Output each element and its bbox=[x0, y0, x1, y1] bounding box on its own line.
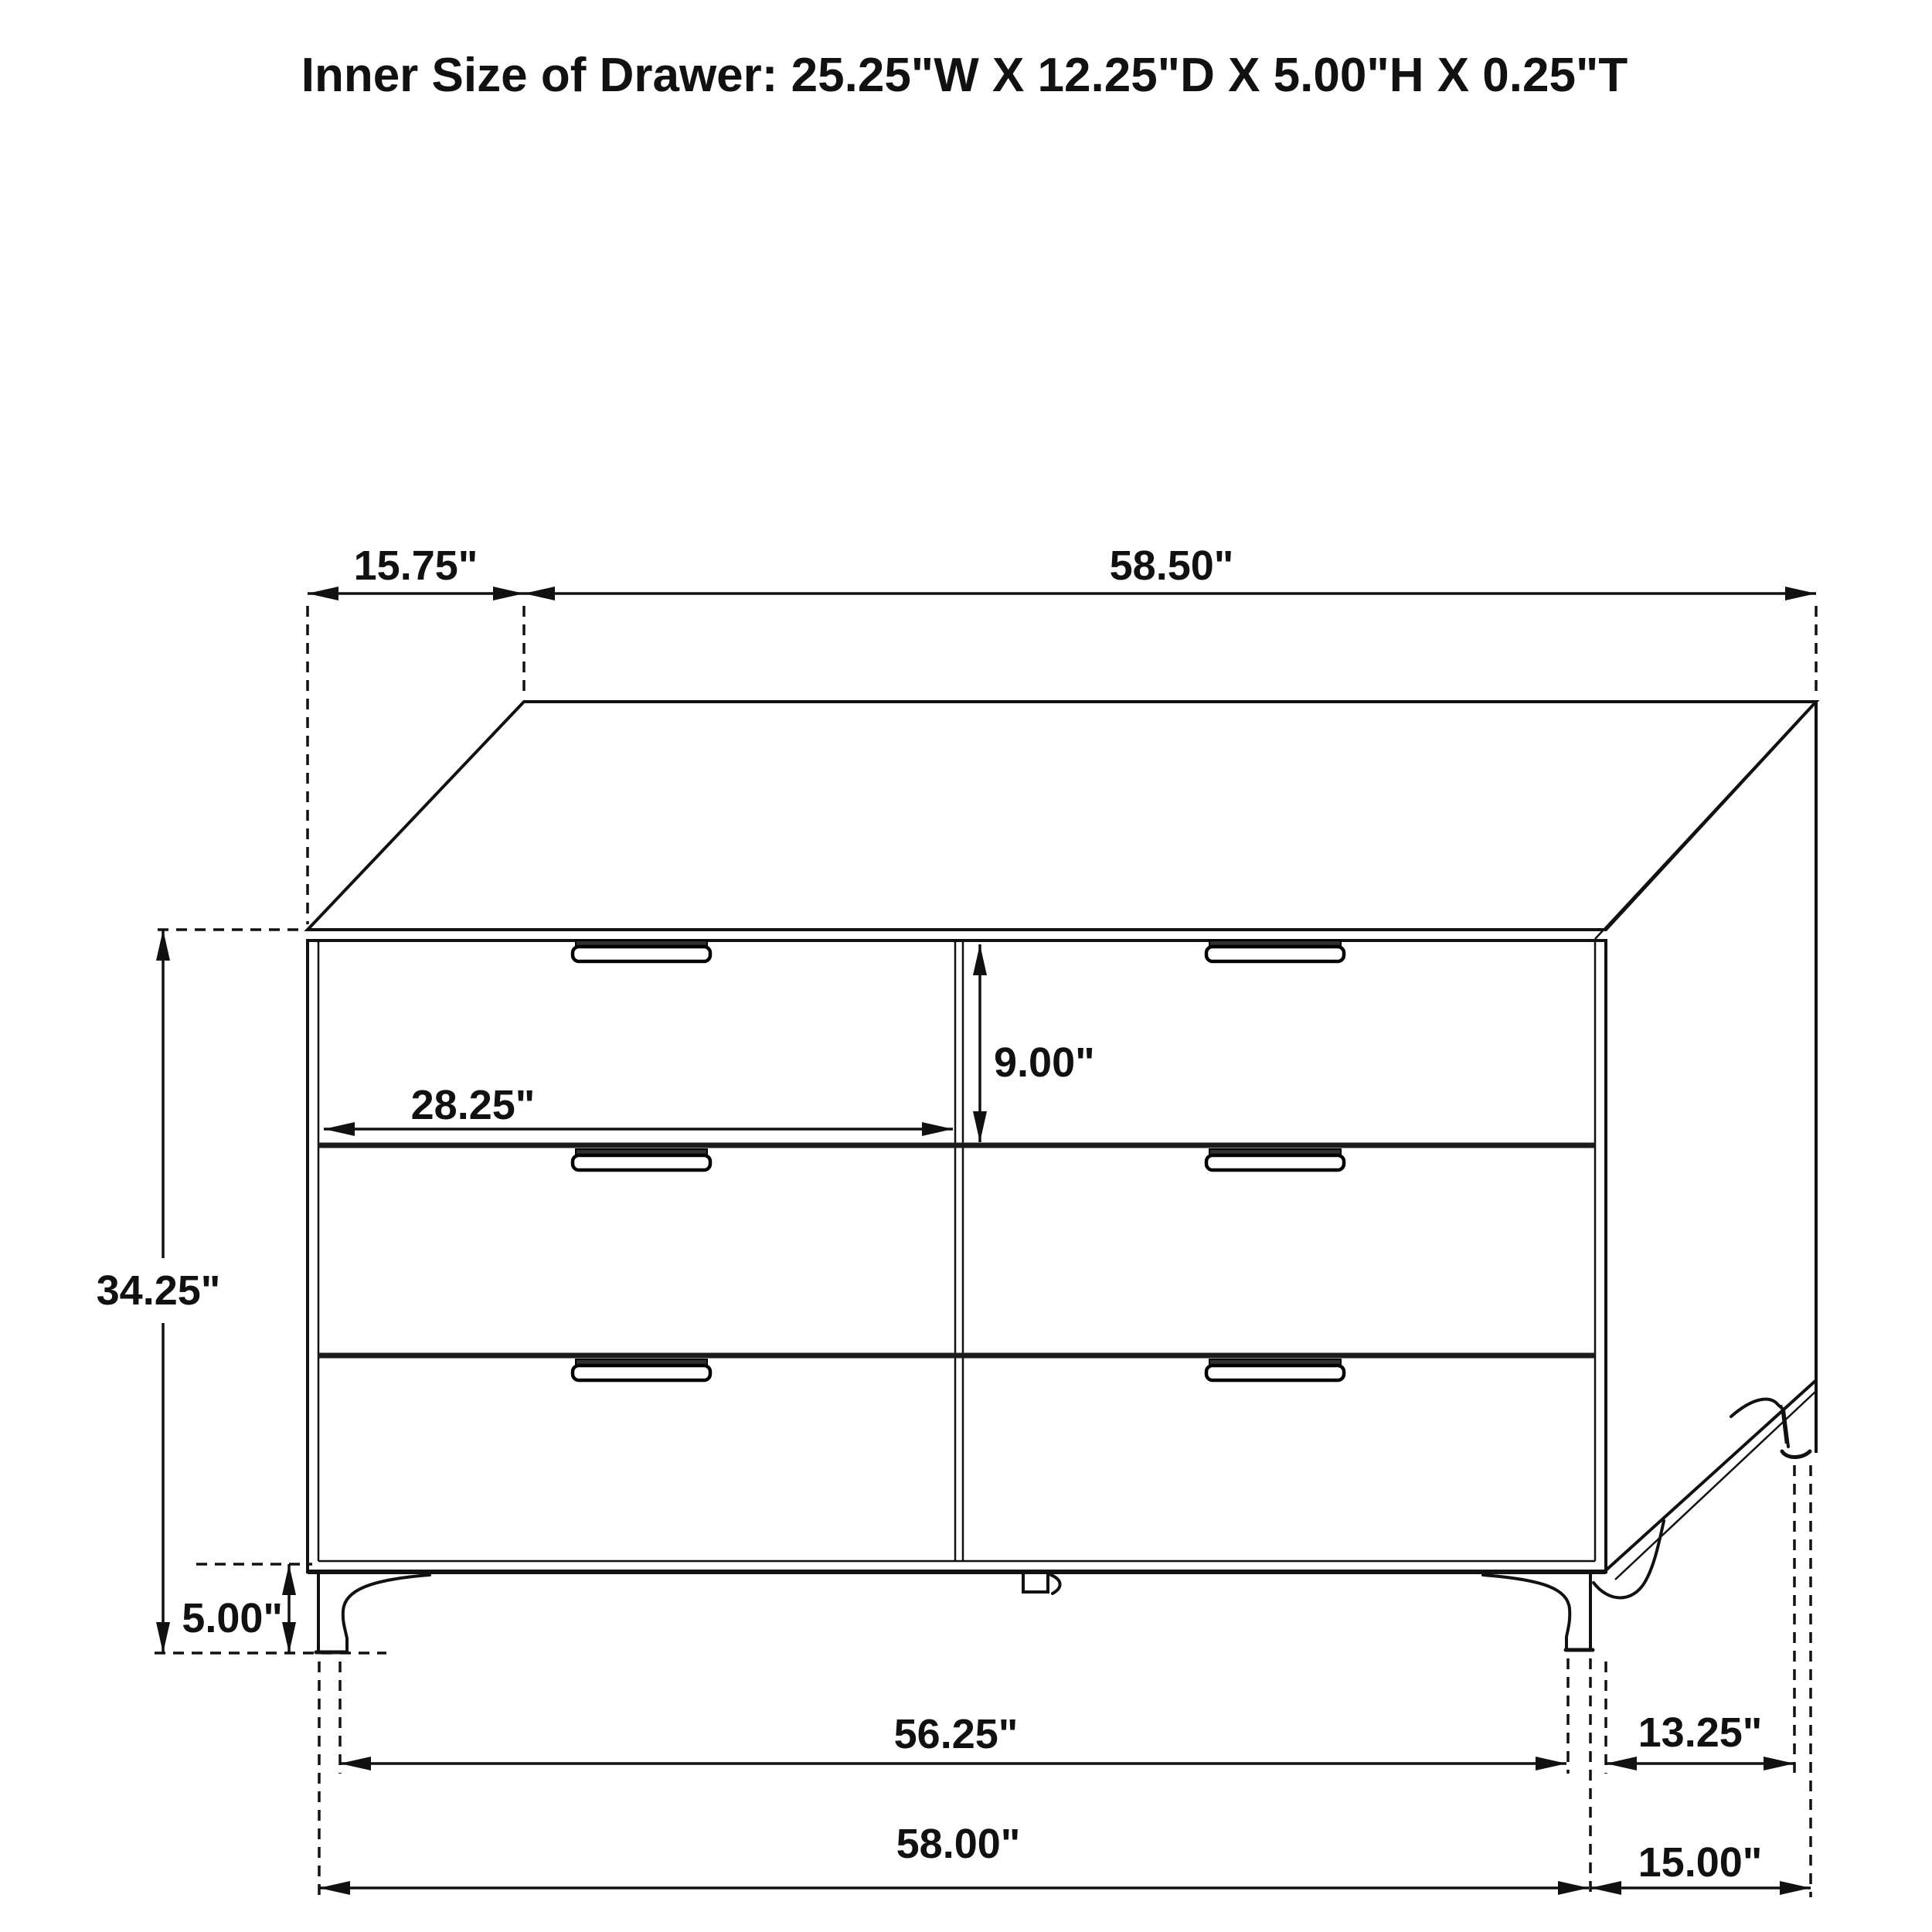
front-face bbox=[308, 940, 1606, 1572]
dim-label-top-depth: 15.75" bbox=[353, 543, 478, 589]
dim-label-base-depth: 15.00" bbox=[1638, 1839, 1763, 1886]
drawer-handle bbox=[1206, 1366, 1344, 1380]
dim-label-leg-span-side: 13.25" bbox=[1638, 1709, 1763, 1756]
dim-label-base-width: 58.00" bbox=[896, 1821, 1021, 1867]
drawer-handle bbox=[1206, 947, 1344, 961]
drawer-handle bbox=[1206, 1155, 1344, 1170]
top-face bbox=[308, 702, 1816, 930]
dim-label-top-width: 58.50" bbox=[1109, 543, 1234, 589]
dim-label-drawer-width: 28.25" bbox=[410, 1082, 536, 1128]
drawer-handle bbox=[573, 947, 710, 961]
dim-label-drawer-height: 9.00" bbox=[994, 1039, 1095, 1086]
diagram-title: Inner Size of Drawer: 25.25"W X 12.25"D X 5.00"H X 0.25"T bbox=[301, 49, 1628, 102]
dresser-drawing bbox=[308, 702, 1816, 1652]
drawer-handle bbox=[573, 1155, 710, 1170]
dim-label-leg-span-front: 56.25" bbox=[893, 1711, 1019, 1757]
dim-label-leg-height: 5.00" bbox=[182, 1595, 283, 1641]
dim-label-height: 34.25" bbox=[96, 1267, 221, 1314]
center-leg bbox=[1023, 1573, 1060, 1594]
front-left-leg bbox=[316, 1573, 430, 1652]
drawer-handle bbox=[573, 1366, 710, 1380]
